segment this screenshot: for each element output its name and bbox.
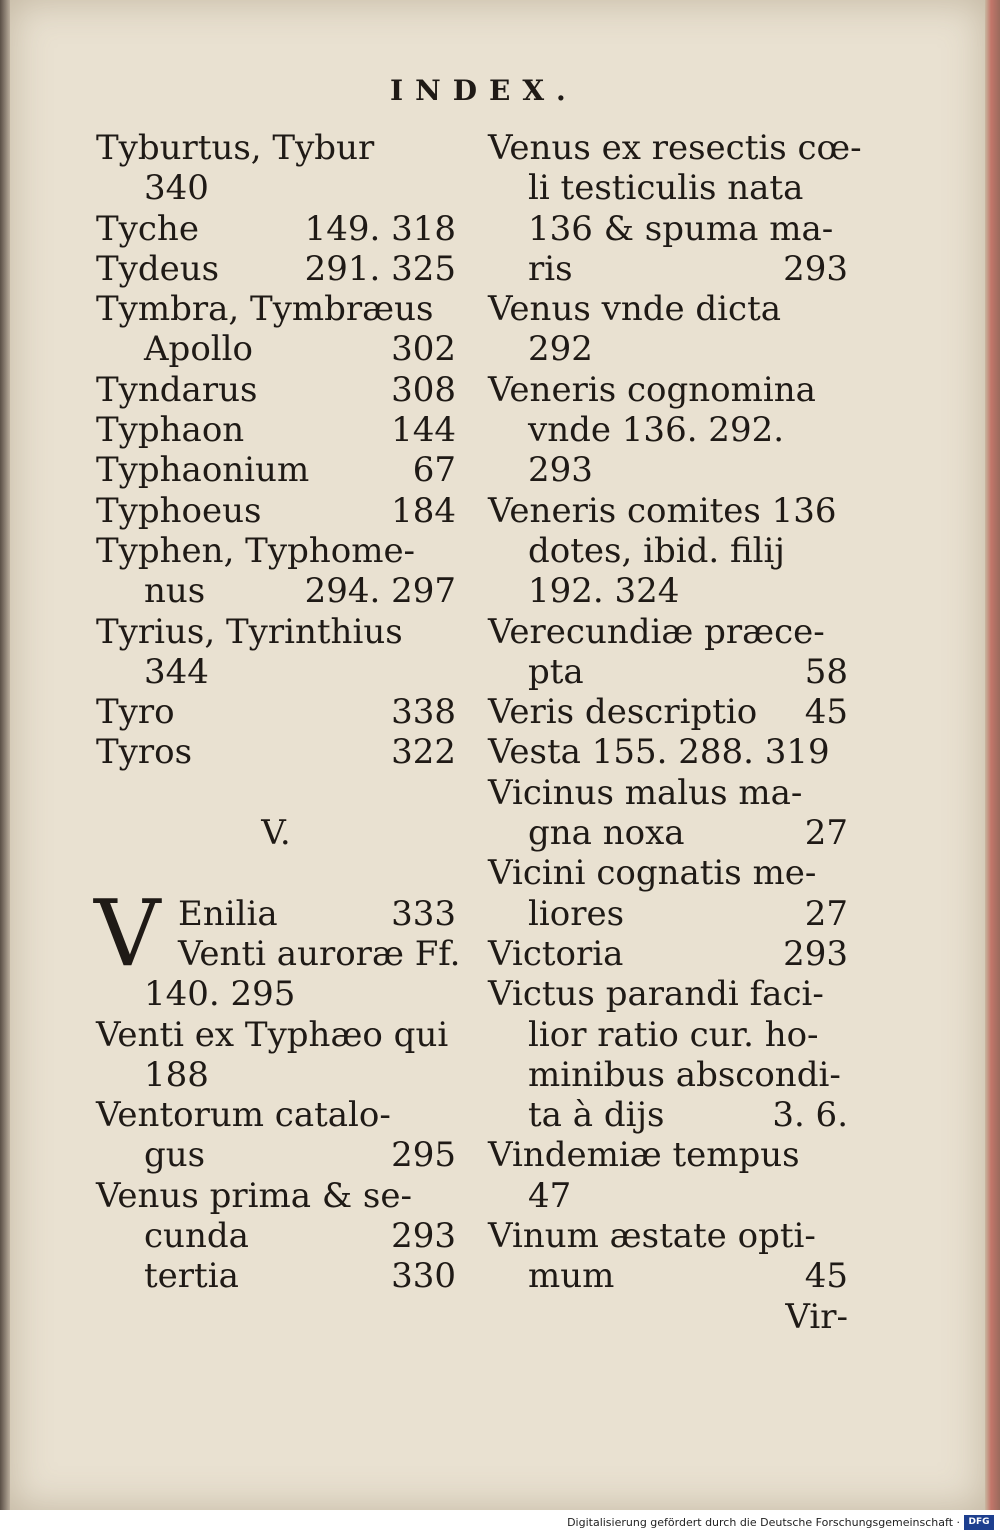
index-term: Venus prima & se-: [96, 1175, 412, 1216]
index-page-ref: 333: [391, 893, 456, 934]
index-entry: [488, 1297, 848, 1337]
index-entry: [96, 410, 456, 450]
index-term: gna noxa: [528, 813, 685, 854]
index-entry: [488, 370, 848, 410]
index-term: minibus abscondi-: [528, 1054, 841, 1095]
index-entry: [96, 450, 456, 490]
index-page-ref: 293: [783, 933, 848, 974]
index-term: Typhoeus: [96, 490, 262, 531]
index-entry: [488, 974, 848, 1014]
index-entry: [96, 168, 456, 208]
index-page-ref: 295: [391, 1135, 456, 1176]
index-page-ref: 27: [804, 813, 848, 854]
index-entry: [96, 1176, 456, 1216]
index-term: Vindemiæ tempus: [488, 1135, 800, 1176]
index-term: Victoria: [488, 933, 624, 974]
index-term: Typhen, Typhome-: [96, 530, 416, 571]
index-page-ref: 322: [391, 732, 456, 773]
index-entry: [488, 410, 848, 450]
index-page-ref: Vir-: [785, 1296, 848, 1337]
index-term: Veneris cognomina: [488, 369, 816, 410]
index-entry: [96, 491, 456, 531]
index-term: nus: [144, 571, 206, 612]
index-page-ref: 308: [391, 369, 456, 410]
index-page-ref: 291. 325: [304, 248, 456, 289]
index-entry: [96, 329, 456, 369]
index-term: Vicinus malus ma-: [488, 772, 803, 813]
index-entry: [96, 612, 456, 652]
index-column-right: [488, 128, 862, 1337]
index-entry: [96, 370, 456, 410]
footer-bar: [0, 1510, 1000, 1536]
index-entry: [96, 652, 456, 692]
index-page-ref: 184: [391, 490, 456, 531]
index-term: Tyburtus, Tybur: [96, 128, 375, 168]
index-term: Vicini cognatis me-: [488, 853, 817, 894]
index-entry: [488, 249, 848, 289]
index-entry: [488, 1176, 848, 1216]
index-entry: [488, 168, 848, 208]
index-entry: [96, 1015, 456, 1055]
index-page-ref: 58: [804, 651, 848, 692]
dfg-logo: DFG: [964, 1515, 994, 1530]
index-term: Ventorum catalo-: [96, 1095, 391, 1136]
index-term: 140. 295: [144, 974, 296, 1015]
index-entry: [488, 289, 848, 329]
index-term: Verecundiæ præce-: [488, 611, 825, 652]
index-term: 340: [144, 168, 209, 209]
page-header: INDEX.: [390, 74, 578, 107]
index-page-ref: 293: [391, 1216, 456, 1257]
index-entry: [488, 491, 848, 531]
index-entry: [96, 933, 461, 974]
index-term: 192. 324: [528, 571, 680, 612]
index-term: 292: [528, 329, 593, 370]
index-term: 344: [144, 651, 209, 692]
index-entry: [488, 329, 848, 369]
index-page-ref: 330: [391, 1256, 456, 1297]
index-entry: [96, 571, 456, 611]
index-entry: [96, 1095, 456, 1135]
index-entry: [96, 128, 456, 168]
index-entry: [488, 934, 848, 974]
index-term: Veris descriptio: [488, 692, 758, 733]
index-page-ref: 302: [391, 329, 456, 370]
index-entry: [488, 853, 848, 893]
book-spine-shadow: [0, 0, 10, 1510]
index-term: Tyndarus: [96, 369, 258, 410]
drop-cap-initial: V: [94, 879, 161, 987]
index-page-ref: 67: [412, 450, 456, 491]
index-entry: [96, 1055, 456, 1095]
index-term: Venus vnde dicta: [488, 289, 782, 330]
index-term: 188: [144, 1054, 209, 1095]
index-term: Vesta 155. 288. 319: [488, 732, 830, 773]
index-entry: [96, 1256, 456, 1296]
index-term: gus: [144, 1135, 206, 1176]
index-entry: [96, 974, 456, 1014]
index-term: tertia: [144, 1256, 239, 1297]
index-term: mum: [528, 1256, 615, 1297]
index-column-left: [94, 128, 461, 1297]
index-term: Typhaon: [96, 410, 245, 451]
index-entry: [488, 732, 848, 772]
index-entry: [96, 813, 456, 853]
index-entry: [488, 450, 848, 490]
index-entry: [96, 531, 456, 571]
index-page-ref: 338: [391, 692, 456, 733]
index-term: Tymbra, Tymbræus: [96, 289, 434, 330]
index-entry: [488, 1256, 848, 1296]
index-term: li testiculis nata: [528, 168, 804, 209]
index-entry: [96, 732, 456, 772]
index-entry: [488, 652, 848, 692]
index-entry: [488, 571, 848, 611]
index-entry: [488, 1015, 848, 1055]
index-term: Apollo: [144, 329, 254, 370]
index-page-ref: 45: [804, 1256, 848, 1297]
index-entry: [488, 773, 848, 813]
index-entry: [488, 1135, 848, 1175]
index-term: ris: [528, 248, 573, 289]
index-term: Tyche: [96, 208, 199, 249]
index-term: Tyro: [96, 692, 175, 733]
index-page-ref: 149. 318: [304, 208, 456, 249]
index-entry: [488, 894, 848, 934]
index-term: Vinum æstate opti-: [488, 1216, 816, 1257]
index-page-ref: 3. 6.: [772, 1095, 848, 1136]
index-term: Veneris comites 136: [488, 490, 837, 531]
index-term: cunda: [144, 1216, 249, 1257]
index-term: Venti ex Typhæo qui: [96, 1014, 449, 1055]
index-term: Tyros: [96, 732, 193, 773]
index-entry: [488, 209, 848, 249]
index-page-ref: 293: [783, 248, 848, 289]
index-entry: [488, 813, 848, 853]
index-entry: [488, 128, 862, 168]
index-term: vnde 136. 292.: [528, 410, 785, 451]
index-page-ref: 27: [804, 893, 848, 934]
index-entry: [96, 209, 456, 249]
index-term: Victus parandi faci-: [488, 974, 824, 1015]
index-term: V.: [261, 813, 291, 854]
index-term: Venti auroræ Ff.: [178, 933, 461, 974]
footer-credit: Digitalisierung gefördert durch die Deutsche Forschungsgemeinschaft ·: [567, 1516, 960, 1529]
index-term: ta à dijs: [528, 1095, 665, 1136]
index-entry: [488, 692, 848, 732]
book-page: [10, 0, 985, 1510]
index-entry: [96, 692, 456, 732]
index-entry: [488, 1095, 848, 1135]
index-term: Venus ex resectis cœ-: [488, 128, 862, 168]
index-term: Tydeus: [96, 248, 220, 289]
index-term: dotes, ibid. filij: [528, 530, 785, 571]
index-entry: [488, 612, 848, 652]
index-entry: [488, 531, 848, 571]
index-term: liores: [528, 893, 625, 934]
index-page-ref: 144: [391, 410, 456, 451]
index-term: pta: [528, 651, 584, 692]
index-term: 136 & spuma ma-: [528, 208, 834, 249]
index-term: lior ratio cur. ho-: [528, 1014, 819, 1055]
index-term: Enilia: [178, 893, 278, 934]
index-page-ref: 45: [804, 692, 848, 733]
index-entry: [96, 289, 456, 329]
index-entry: [96, 1135, 456, 1175]
page-edge: [985, 0, 1000, 1510]
index-term: 293: [528, 450, 593, 491]
index-term: Typhaonium: [96, 450, 310, 491]
index-entry: [96, 1216, 456, 1256]
index-term: Tyrius, Tyrinthius: [96, 611, 403, 652]
index-page-ref: 294. 297: [304, 571, 456, 612]
index-term: 47: [528, 1175, 572, 1216]
index-entry: [96, 249, 456, 289]
index-entry: [96, 773, 456, 813]
index-entry: [488, 1055, 848, 1095]
index-entry: [488, 1216, 848, 1256]
